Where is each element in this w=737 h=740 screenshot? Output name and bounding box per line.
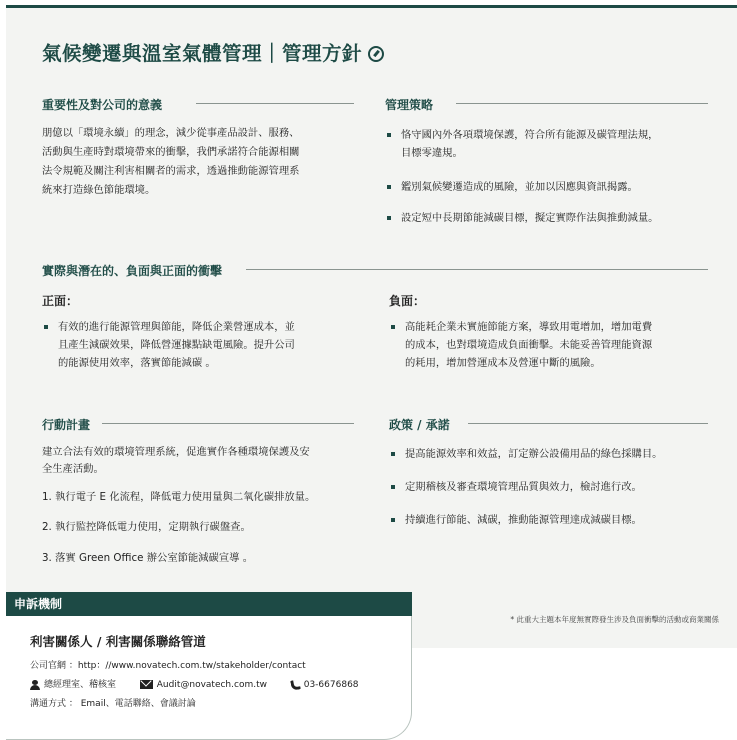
mail-icon	[140, 680, 153, 689]
materiality-text	[42, 124, 362, 200]
action-intro	[42, 444, 362, 478]
action-intro-line: 全生產活動。	[42, 463, 104, 475]
materiality-line: 法令規範及關注利害相關者的需求，透過推動能源管理系	[42, 165, 300, 177]
action-intro-line: 建立合法有效的環境管理系統，促進實作各種環境保護及安	[42, 446, 310, 458]
phone-icon	[290, 679, 301, 690]
grievance-title: 利害關係人 / 利害關係聯絡管道	[30, 634, 206, 649]
strategy-heading: 管理策略	[385, 98, 434, 112]
list-item: 提高能源效率和效益，訂定辦公設備用品的綠色採購目。	[389, 445, 719, 463]
page-title-text: 氣候變遷與溫室氣體管理｜管理方針	[42, 42, 363, 65]
negative-label: 負面：	[389, 294, 426, 308]
company-website[interactable]: 公司官網 ：http：//www.novatech.com.tw/stakeholder/contact	[30, 661, 306, 671]
impact-heading: 實際與潛在的、負面與正面的衝擊	[42, 264, 223, 278]
page-title	[42, 38, 384, 66]
list-item: 定期稽核及審查環境管理品質與效力，檢討進行改。	[389, 478, 719, 496]
action-rule	[102, 423, 354, 424]
policy-rule	[468, 423, 708, 424]
list-item: 恪守國內外各項環境保護，符合所有能源及碳管理法規， 目標零違規。	[385, 126, 715, 162]
action-heading: 行動計畫	[42, 418, 91, 432]
communication-methods: 溝通方式 ： Email、電話聯絡、會議討論	[30, 699, 196, 709]
grievance-tag: 申訴機制	[6, 592, 412, 616]
contact-row	[30, 677, 359, 690]
contact-email[interactable]: Audit@novatech.com.tw	[156, 680, 267, 690]
contact-phone[interactable]: 03-6676868	[303, 680, 359, 690]
policy-list	[389, 445, 719, 529]
strategy-rule	[456, 103, 708, 104]
list-item: 有效的進行能源管理與節能，降低企業營運成本，並 且產生減碳效果，降低營運據點缺電風險。提升公司 的能源使用效率，落實節能減碳 。	[42, 318, 362, 372]
materiality-heading: 重要性及對公司的意義	[42, 98, 163, 112]
positive-label: 正面：	[42, 294, 79, 308]
strategy-list	[385, 126, 715, 227]
impact-rule	[246, 269, 708, 270]
action-step: 3. 落實 Green Office 辦公室節能減碳宣導 。	[42, 552, 253, 564]
person-icon	[30, 680, 40, 690]
compass-icon	[368, 46, 384, 62]
list-item: 持續進行節能、減碳，推動能源管理達成減碳目標。	[389, 511, 719, 529]
list-item: 設定短中長期節能減碳目標，擬定實際作法與推動減量。	[385, 209, 715, 227]
footnote: * 此重大主題本年度無實際發生涉及負面衝擊的活動或商業關係	[510, 615, 719, 624]
materiality-line: 朋億以「環境永續」的理念，減少從事產品設計、服務、	[42, 127, 300, 139]
materiality-rule	[196, 103, 354, 104]
policy-heading: 政策 / 承諾	[389, 418, 450, 432]
materiality-line: 活動與生產時對環境帶來的衝擊，我們承諾符合能源相關	[42, 146, 300, 158]
positive-list	[42, 318, 362, 372]
action-step: 2. 執行監控降低電力使用，定期執行碳盤查。	[42, 521, 251, 533]
list-item: 鑑別氣候變遷造成的風險，並加以因應與資訊揭露。	[385, 178, 715, 196]
negative-list	[389, 318, 719, 372]
materiality-line: 統來打造綠色節能環境。	[42, 184, 156, 196]
contact-person: 總經理室、稽核室	[44, 680, 117, 690]
list-item: 高能耗企業未實施節能方案，導致用電增加，增加電費 的成本，也對環境造成負面衝擊。未能妥善管理能資源 的耗用，增加營運成本及營運中斷的風險。	[389, 318, 719, 372]
action-step: 1. 執行電子 E 化流程，降低電力使用量與二氧化碳排放量。	[42, 491, 316, 503]
